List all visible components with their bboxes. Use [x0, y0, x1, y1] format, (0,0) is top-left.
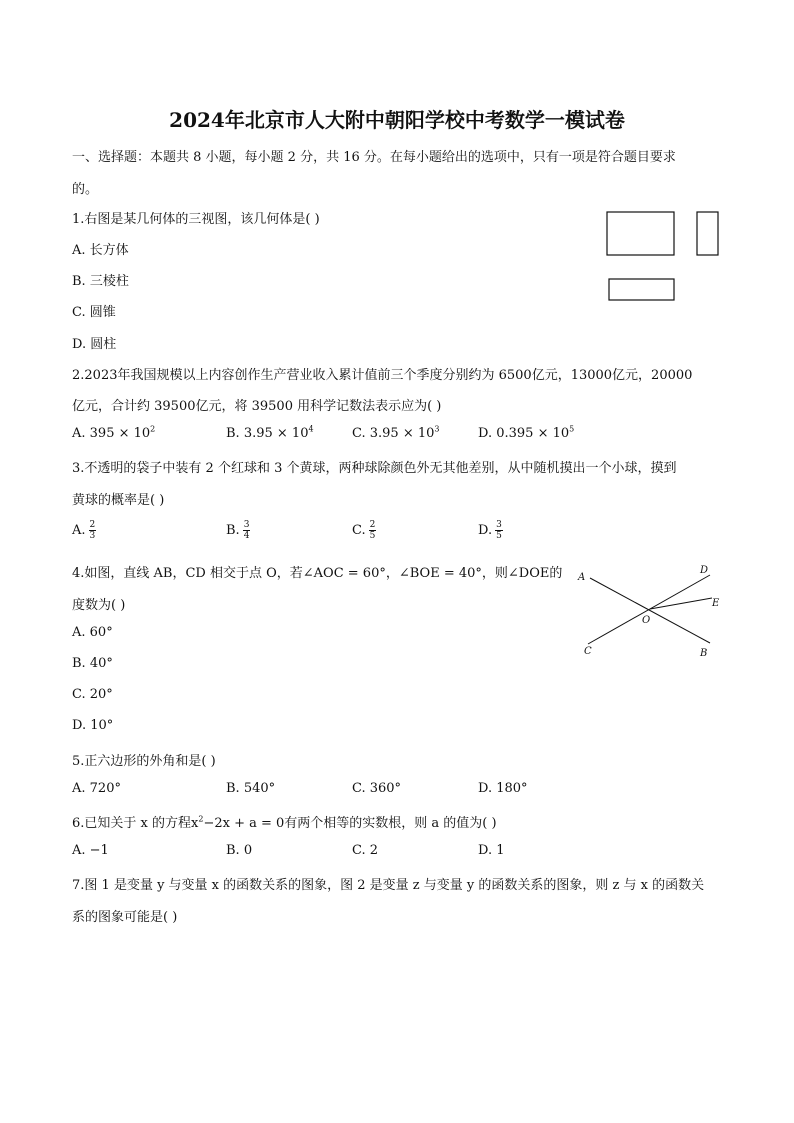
- q3-option-b: B. $\frac{3}{4}$: [226, 520, 250, 541]
- q5-option-b: B. 540°: [226, 781, 276, 796]
- q3-stem-line1: 3.不透明的袋子中装有 2 个红球和 3 个黄球，两种球除颜色外无其他差别，从中随机摸出一个小球，摸到: [72, 461, 677, 476]
- q7-stem-line1: 7.图 1 是变量 y 与变量 x 的函数关系的图象，图 2 是变量 z 与变量 y 的函数关系的图象，则 z 与 x 的函数关: [72, 878, 705, 893]
- label-a: A: [578, 572, 586, 583]
- q4-stem-line1: 4.如图，直线 AB，CD 相交于点 O，若∠AOC = 60°，∠BOE = 40°，则∠DOE的: [72, 566, 563, 581]
- side-view: [697, 212, 718, 255]
- q1-option-a: A. 长方体: [72, 243, 129, 258]
- q6-option-d: D. 1: [478, 843, 505, 858]
- top-view: [609, 279, 674, 300]
- q4-option-b: B. 40°: [72, 656, 113, 671]
- q4-stem-line2: 度数为( ): [72, 598, 126, 613]
- label-e: E: [712, 598, 720, 609]
- q6-option-c: C. 2: [352, 843, 379, 858]
- page-title: 2024年北京市人大附中朝阳学校中考数学一模试卷: [169, 108, 625, 132]
- label-c: C: [584, 646, 592, 657]
- q1-option-b: B. 三棱柱: [72, 274, 129, 289]
- front-view: [607, 212, 674, 255]
- q1-option-c: C. 圆锥: [72, 305, 116, 320]
- q3-stem-line2: 黄球的概率是( ): [72, 493, 165, 508]
- q7-stem-line2: 系的图象可能是( ): [72, 910, 178, 925]
- q4-option-d: D. 10°: [72, 718, 114, 733]
- q6-stem: 6.已知关于 x 的方程$x^2-2x + a = 0$有两个相等的实数根，则 a 的值为( ): [72, 814, 497, 831]
- q5-option-d: D. 180°: [478, 781, 528, 796]
- section-heading-line2: 的。: [72, 182, 99, 197]
- label-d: D: [700, 565, 709, 576]
- q1-three-views-figure: [600, 206, 730, 306]
- q2-option-d: D. $0.395 \times 10^5$: [478, 424, 575, 441]
- label-b: B: [700, 648, 708, 659]
- label-o: O: [642, 615, 651, 626]
- q2-stem-line2: 亿元，合计约 39500亿元，将 39500 用科学记数法表示应为( ): [72, 399, 442, 414]
- q4-intersecting-lines-figure: [570, 558, 730, 662]
- q4-option-c: C. 20°: [72, 687, 113, 702]
- q2-stem-line1: 2.2023年我国规模以上内容创作生产营业收入累计值前三个季度分别约为 6500亿元，13000亿元，20000: [72, 368, 693, 383]
- q1-stem: 1.右图是某几何体的三视图，该几何体是( ): [72, 212, 320, 227]
- q6-option-a: A. −1: [72, 843, 109, 858]
- q3-option-d: D. $\frac{3}{5}$: [478, 520, 502, 541]
- q5-stem: 5.正六边形的外角和是( ): [72, 754, 216, 769]
- q2-option-a: A. $395 \times 10^2$: [72, 424, 156, 441]
- q2-option-b: B. $3.95 \times 10^4$: [226, 424, 314, 441]
- section-heading-line1: 一、选择题：本题共 8 小题，每小题 2 分，共 16 分。在每小题给出的选项中，只有一项是符合题目要求: [72, 150, 676, 165]
- q3-option-a: A. $\frac{2}{3}$: [72, 520, 96, 541]
- q1-option-d: D. 圆柱: [72, 337, 117, 352]
- q3-option-c: C. $\frac{2}{5}$: [352, 520, 376, 541]
- q4-option-a: A. 60°: [72, 625, 113, 640]
- q2-option-c: C. $3.95 \times 10^3$: [352, 424, 440, 441]
- q5-option-c: C. 360°: [352, 781, 402, 796]
- q5-option-a: A. 720°: [72, 781, 121, 796]
- q6-option-b: B. 0: [226, 843, 253, 858]
